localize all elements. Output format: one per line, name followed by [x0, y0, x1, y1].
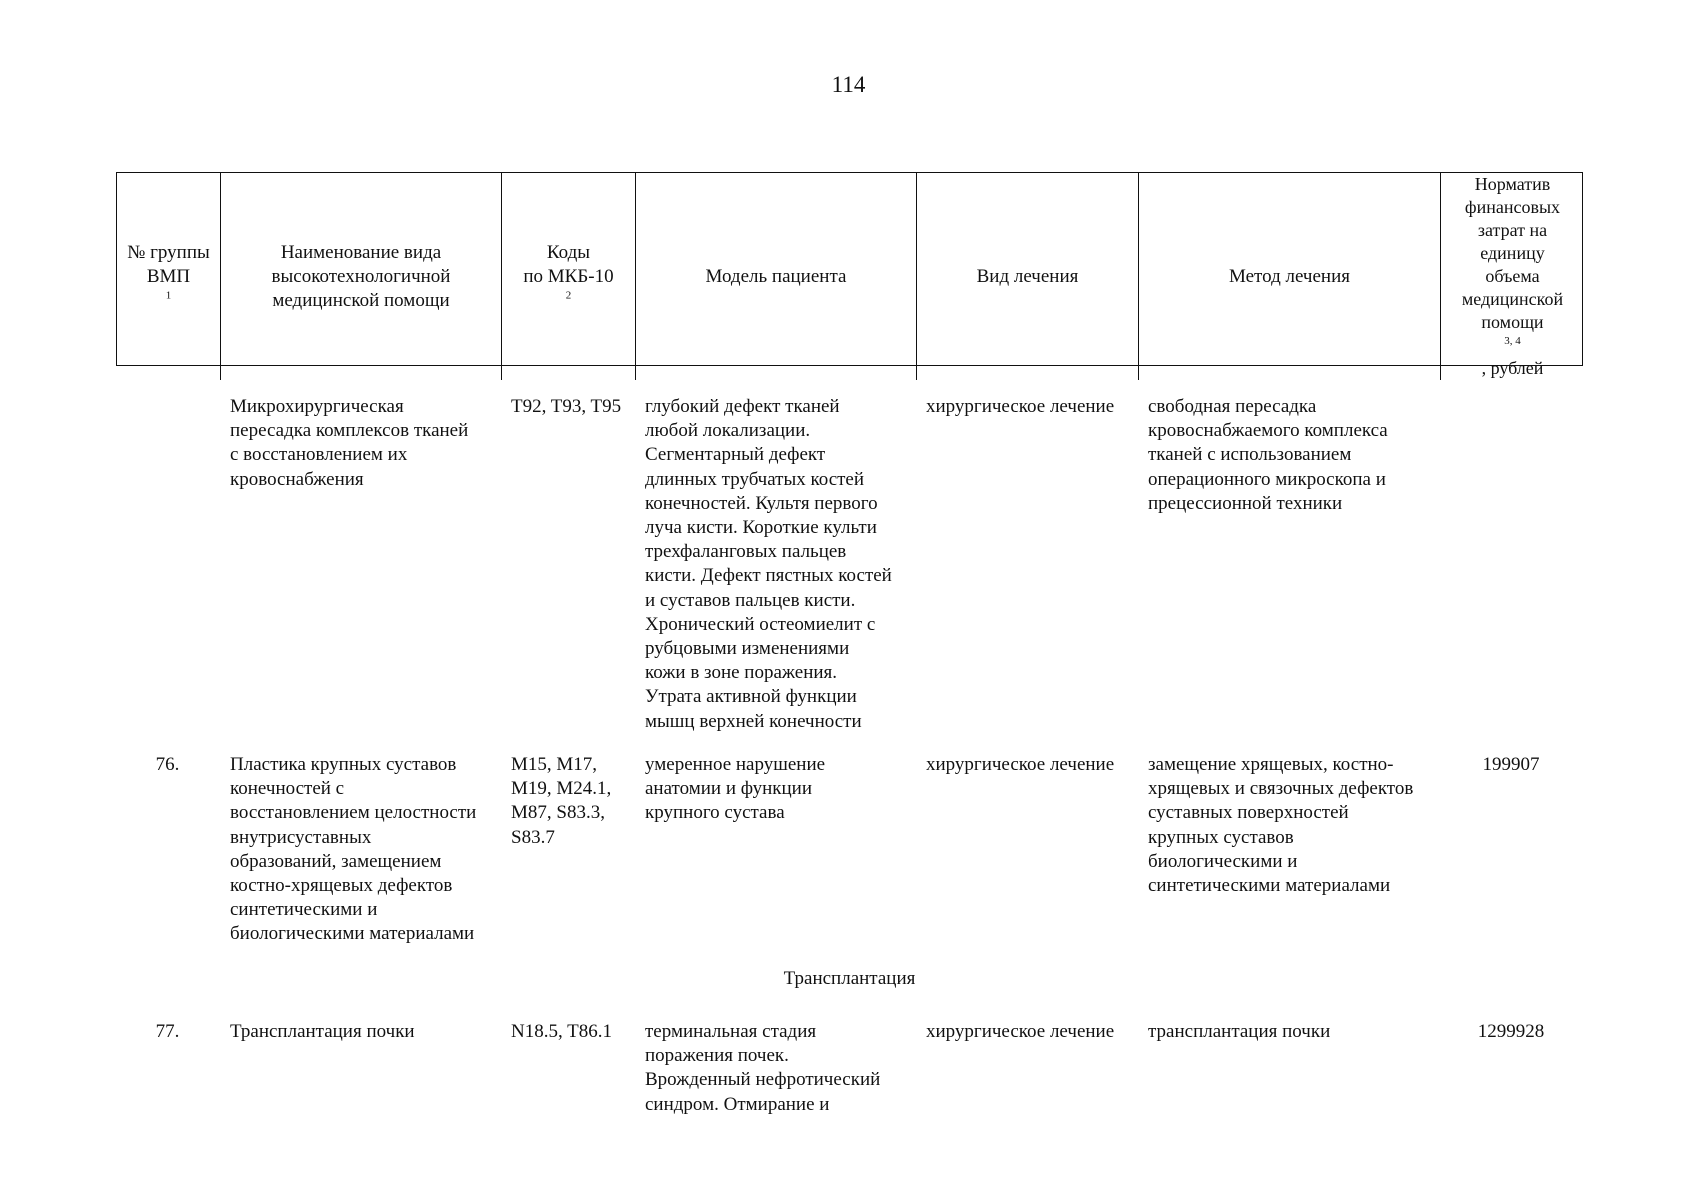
- row-care-name: Трансплантация почки: [230, 1021, 415, 1042]
- header-icd-line2: по МКБ-10: [523, 265, 614, 287]
- header-icd-codes: [501, 173, 635, 380]
- row-icd-codes: M15, M17, M19, M24.1, M87, S83.3, S83.7: [511, 754, 612, 848]
- header-cost-line4: единицу: [1480, 243, 1545, 263]
- header-cost-standard: [1440, 173, 1584, 380]
- row-treatment-type: хирургическое лечение: [926, 396, 1115, 417]
- row-care-name: Микрохирургическая пересадка комплексов тканей с восстановлением их кровоснабжения: [230, 396, 469, 490]
- footnote-1: 1: [165, 289, 172, 302]
- table-header: [116, 172, 1583, 378]
- header-cost-tail: , рублей: [1481, 358, 1544, 378]
- header-treatment-type: Вид лечения: [916, 173, 1138, 380]
- row-cost: 1299928: [1477, 1021, 1545, 1042]
- row-treatment-type: хирургическое лечение: [926, 754, 1115, 775]
- row-treatment-type: хирургическое лечение: [926, 1021, 1115, 1042]
- footnote-3-4: 3, 4: [1504, 335, 1521, 347]
- header-treatment-method: Метод лечения: [1138, 173, 1440, 380]
- row-group-number: 76.: [155, 754, 180, 775]
- footnote-2: 2: [565, 289, 572, 302]
- header-cost-line2: финансовых: [1464, 197, 1561, 217]
- header-cost-line1: Норматив: [1474, 174, 1551, 194]
- row-icd-codes: T92, T93, T95: [511, 396, 622, 417]
- header-care-name-line3: медицинской помощи: [272, 289, 450, 311]
- header-cost-line7: помощи: [1481, 312, 1544, 332]
- table-row: [116, 395, 1583, 734]
- row-cost: [1439, 395, 1583, 734]
- header-cost-line3: затрат на: [1477, 220, 1548, 240]
- header-care-name: [220, 173, 501, 380]
- header-care-name-line2: высокотехнологичной: [271, 265, 451, 287]
- header-care-name-line1: Наименование вида: [280, 241, 442, 263]
- row-group-number: 77.: [155, 1021, 180, 1042]
- row-icd-codes: N18.5, T86.1: [511, 1021, 612, 1042]
- row-patient-model: глубокий дефект тканей любой локализации. Сегментарный дефект длинных трубчатых костей конечностей. Культя первого луча кисти. Короткие культи трехфаланговых пальцев кисти. Дефект пястных костей и суставов пальцев кисти. Хронический остеомиелит с рубцовыми изменениями кожи в зоне поражения. Утрата активной функции мышц верхней конечности: [645, 396, 892, 732]
- header-icd-line1: Коды: [546, 241, 591, 263]
- header-patient-model: Модель пациента: [635, 173, 916, 380]
- row-treatment-method: замещение хрящевых, костно- хрящевых и связочных дефектов суставных поверхностей крупных суставов биологическими и синтетическими материалами: [1148, 754, 1414, 897]
- header-cost-line5: объема: [1485, 266, 1540, 286]
- row-patient-model: умеренное нарушение анатомии и функции крупного сустава: [645, 754, 826, 824]
- page-number: 114: [831, 72, 866, 97]
- table-row: [116, 1020, 1583, 1117]
- table-row: [116, 753, 1583, 947]
- header-group-label: № группы ВМП: [127, 241, 210, 287]
- row-care-name: Пластика крупных суставов конечностей с восстановлением целостности внутрисуставных образований, замещением костно-хрящевых дефектов синтетическими и биологическими материалами: [230, 754, 477, 945]
- header-cost-line6: медицинской: [1461, 289, 1564, 309]
- row-treatment-method: трансплантация почки: [1148, 1021, 1331, 1042]
- header-group-number: [117, 173, 220, 380]
- row-treatment-method: свободная пересадка кровоснабжаемого комплекса тканей с использованием операционного микроскопа и прецессионной техники: [1148, 396, 1388, 514]
- row-group-number: [116, 395, 219, 734]
- section-title: Трансплантация: [783, 968, 916, 989]
- row-patient-model: терминальная стадия поражения почек. Врожденный нефротический синдром. Отмирание и: [645, 1021, 881, 1115]
- row-cost: 199907: [1482, 754, 1540, 775]
